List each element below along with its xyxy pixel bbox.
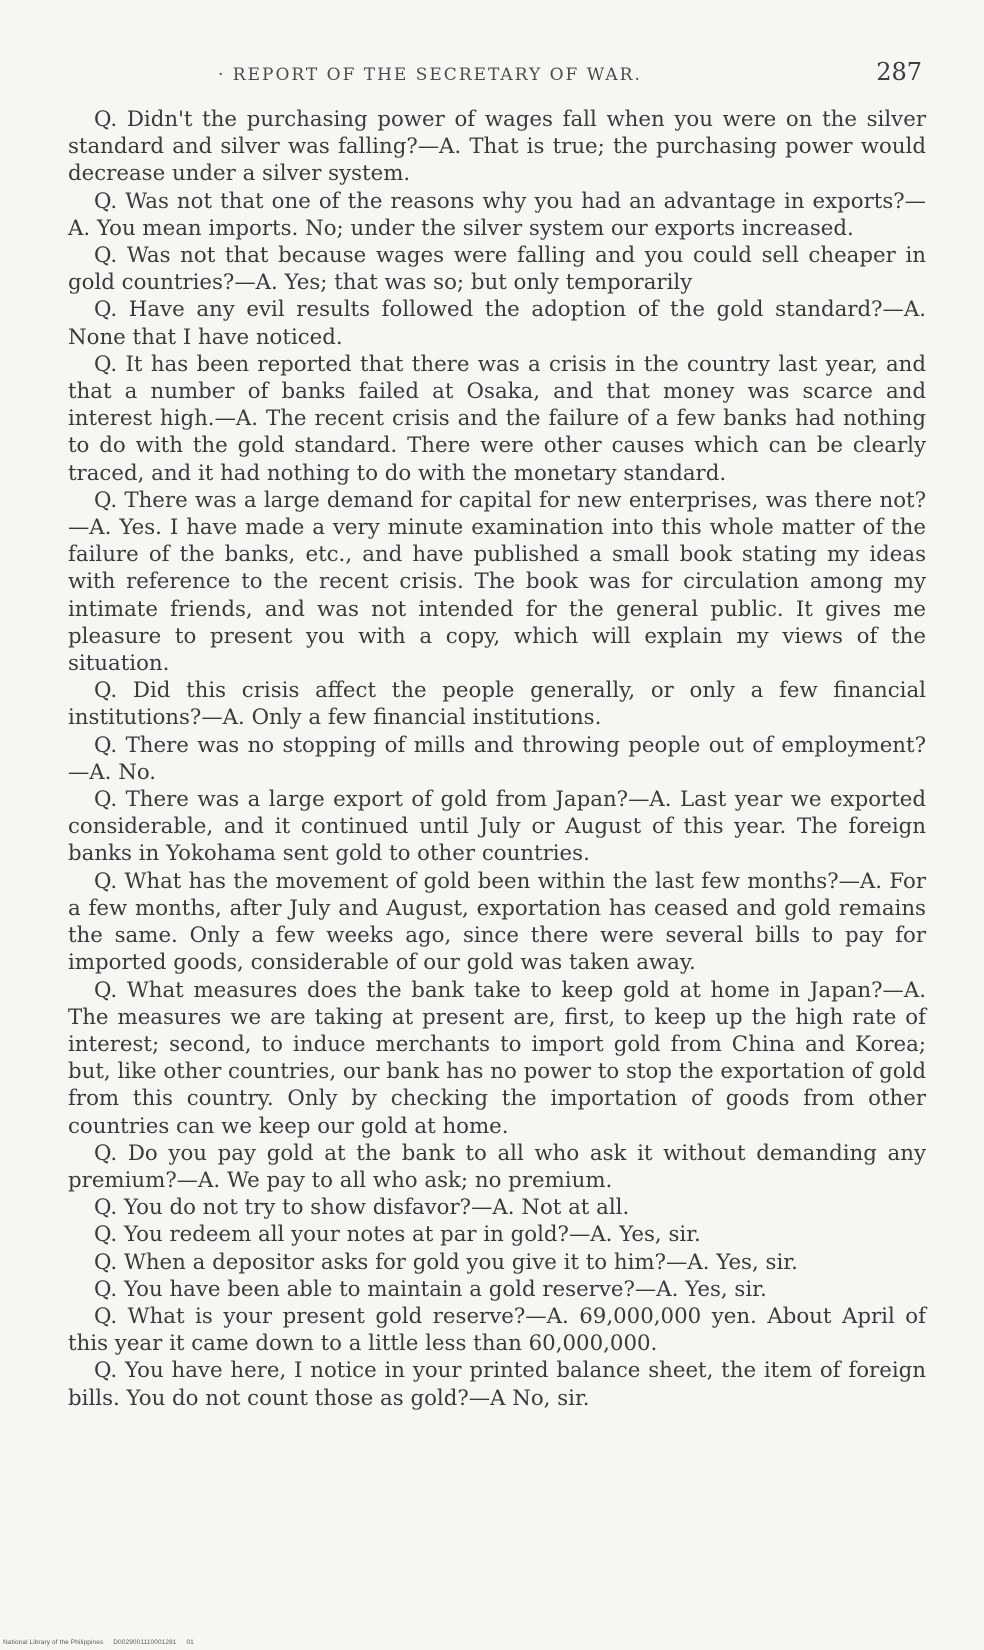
qa-paragraph: Q. What has the movement of gold been within the last few months?—A. For a few months, after July and August, exportation has ceased and gold remains the same. Only a few weeks ago, since there were several bills to pay for imported goods, considerable of our gold was taken away. xyxy=(68,868,926,976)
page-header xyxy=(68,58,926,98)
page-number: 287 xyxy=(876,58,922,86)
qa-paragraph: Q. You have been able to maintain a gold reserve?—A. Yes, sir. xyxy=(94,1276,767,1302)
qa-paragraph: Q. What is your present gold reserve?—A. 69,000,000 yen. About April of this year it came down to a little less than 60,000,000. xyxy=(68,1303,926,1357)
running-head: · REPORT OF THE SECRETARY OF WAR. xyxy=(218,65,642,85)
qa-paragraph: Q. There was a large export of gold from Japan?—A. Last year we exported considerable, and it continued until July or August of this year. The foreign banks in Yokohama sent gold to other countries. xyxy=(68,787,926,867)
scan-footer xyxy=(3,1639,202,1646)
body-text xyxy=(68,106,926,1412)
qa-paragraph: Q. You redeem all your notes at par in gold?—A. Yes, sir. xyxy=(94,1222,701,1248)
footer-code: D0029001110001281 xyxy=(113,1639,177,1646)
qa-paragraph: Q. There was a large demand for capital for new enterprises, was there not?—A. Yes. I have made a very minute examination into this whole matter of the failure of the banks, etc., and have published a small book stating my ideas with reference to the recent crisis. The book was for circulation among my intimate friends, and was not intended for the general public. It gives me pleasure to present you with a copy, which will explain my views of the situation. xyxy=(68,487,926,677)
qa-paragraph: Q. It has been reported that there was a crisis in the country last year, and that a number of banks failed at Osaka, and that money was scarce and interest high.—A. The recent crisis and the failure of a few banks had nothing to do with the gold standard. There were other causes which can be clearly traced, and it had nothing to do with the monetary standard. xyxy=(68,351,926,486)
qa-paragraph: Q. Was not that one of the reasons why you had an advantage in exports?—A. You mean imports. No; under the silver system our exports increased. xyxy=(68,188,926,241)
book-page xyxy=(68,58,926,1412)
qa-paragraph: Q. Didn't the purchasing power of wages fall when you were on the silver standard and silver was falling?—A. That is true; the purchasing power would decrease under a silver system. xyxy=(68,107,926,187)
qa-paragraph: Q. When a depositor asks for gold you give it to him?—A. Yes, sir. xyxy=(94,1249,798,1275)
footer-source: National Library of the Philippines xyxy=(3,1639,104,1646)
qa-paragraph: Q. What measures does the bank take to keep gold at home in Japan?—A. The measures we are taking at present are, first, to keep up the high rate of interest; second, to induce merchants to import gold from China and Korea; but, like other countries, our bank has no power to stop the exportation of gold from this country. Only by checking the importation of goods from other countries can we keep our gold at home. xyxy=(68,977,926,1139)
qa-paragraph: Q. You have here, I notice in your printed balance sheet, the item of foreign bills. You do not count those as gold?—A No, sir. xyxy=(68,1358,926,1411)
footer-sequence: 01 xyxy=(186,1639,194,1646)
qa-paragraph: Q. Was not that because wages were falling and you could sell cheaper in gold countries?—A. Yes; that was so; but only temporarily xyxy=(68,243,926,296)
qa-paragraph: Q. Do you pay gold at the bank to all who ask it without demanding any premium?—A. We pay to all who ask; no premium. xyxy=(68,1140,926,1193)
qa-paragraph: Q. Did this crisis affect the people generally, or only a few financial institutions?—A. Only a few financial institutions. xyxy=(68,678,926,731)
qa-paragraph: Q. You do not try to show disfavor?—A. Not at all. xyxy=(94,1195,630,1221)
qa-paragraph: Q. There was no stopping of mills and throwing people out of employment?—A. No. xyxy=(68,732,926,785)
qa-paragraph: Q. Have any evil results followed the adoption of the gold standard?—A. None that I have noticed. xyxy=(68,297,926,350)
